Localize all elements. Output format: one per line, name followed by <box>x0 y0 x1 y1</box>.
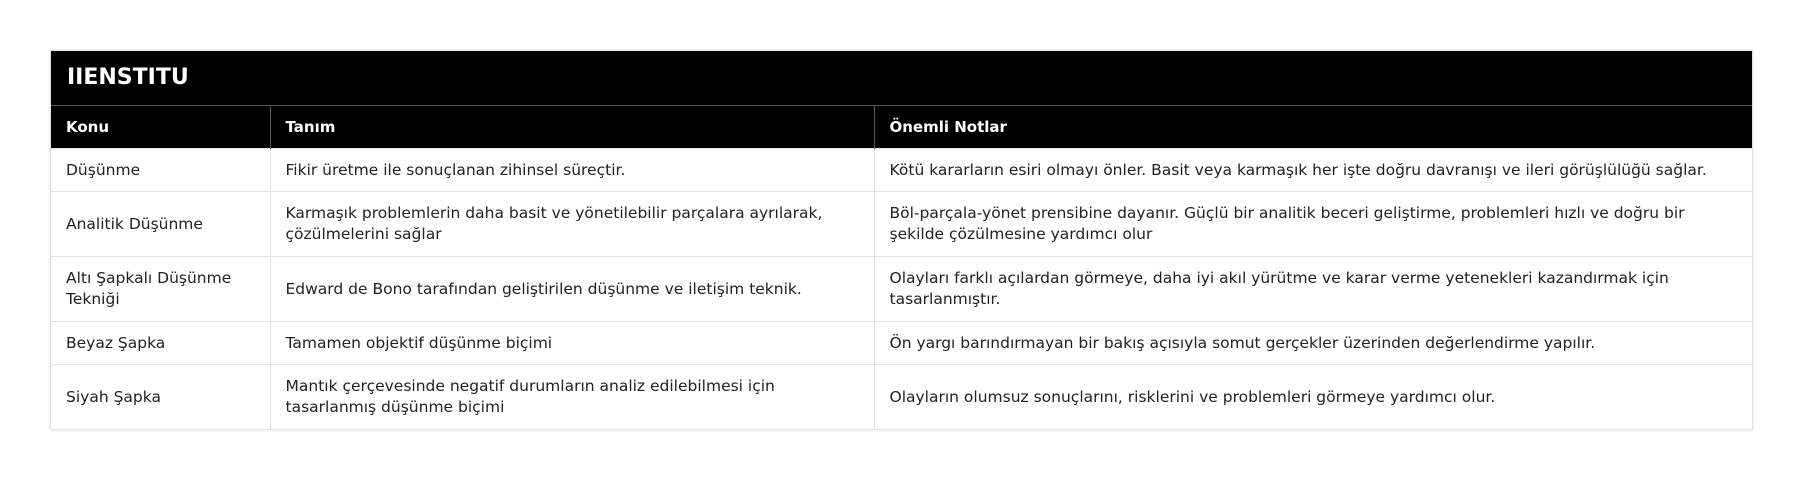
cell-konu: Düşünme <box>51 149 270 192</box>
data-table-container <box>50 50 1753 430</box>
table-row <box>51 257 1752 322</box>
table-row <box>51 322 1752 365</box>
cell-tanim: Edward de Bono tarafından geliştirilen düşünme ve iletişim teknik. <box>270 257 874 322</box>
cell-konu: Altı Şapkalı Düşünme Tekniği <box>51 257 270 322</box>
header-konu: Konu <box>51 106 270 149</box>
header-onemli-notlar: Önemli Notlar <box>874 106 1752 149</box>
cell-tanim: Mantık çerçevesinde negatif durumların analiz edilebilmesi için tasarlanmış düşünme biçimi <box>270 365 874 430</box>
cell-tanim: Tamamen objektif düşünme biçimi <box>270 322 874 365</box>
data-table <box>51 106 1752 429</box>
cell-konu: Analitik Düşünme <box>51 192 270 257</box>
header-tanim: Tanım <box>270 106 874 149</box>
cell-notlar: Böl-parçala-yönet prensibine dayanır. Güçlü bir analitik beceri geliştirme, problemleri hızlı ve doğru bir şekilde çözülmesine yardımcı olur <box>874 192 1752 257</box>
header-row <box>51 106 1752 149</box>
cell-tanim: Karmaşık problemlerin daha basit ve yönetilebilir parçalara ayrılarak, çözülmelerini sağlar <box>270 192 874 257</box>
cell-tanim: Fikir üretme ile sonuçlanan zihinsel süreçtir. <box>270 149 874 192</box>
cell-konu: Beyaz Şapka <box>51 322 270 365</box>
table-row <box>51 149 1752 192</box>
table-title: IIENSTITU <box>51 51 1752 106</box>
cell-notlar: Olayların olumsuz sonuçlarını, risklerini ve problemleri görmeye yardımcı olur. <box>874 365 1752 430</box>
table-row <box>51 365 1752 430</box>
cell-konu: Siyah Şapka <box>51 365 270 430</box>
cell-notlar: Kötü kararların esiri olmayı önler. Basit veya karmaşık her işte doğru davranışı ve ileri görüşlülüğü sağlar. <box>874 149 1752 192</box>
table-row <box>51 192 1752 257</box>
cell-notlar: Ön yargı barındırmayan bir bakış açısıyla somut gerçekler üzerinden değerlendirme yapılır. <box>874 322 1752 365</box>
cell-notlar: Olayları farklı açılardan görmeye, daha iyi akıl yürütme ve karar verme yetenekleri kazandırmak için tasarlanmıştır. <box>874 257 1752 322</box>
